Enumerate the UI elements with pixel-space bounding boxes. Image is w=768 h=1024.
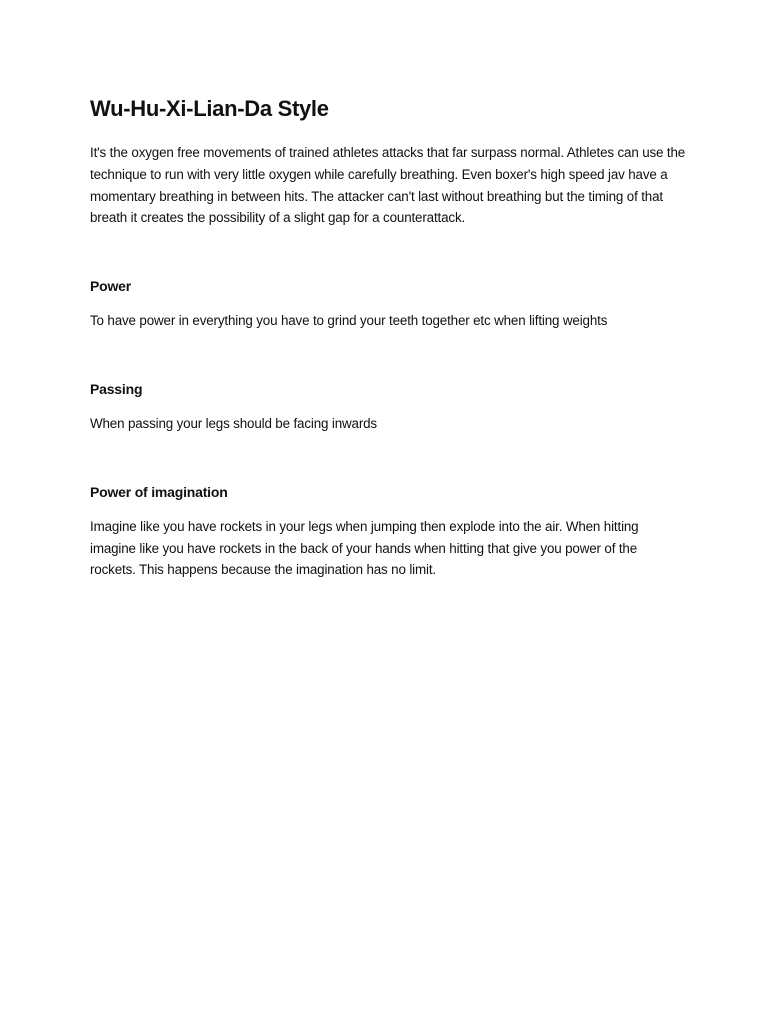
section-heading-passing: Passing — [90, 380, 143, 397]
document-content — [90, 93, 686, 581]
section-heading-power: Power — [90, 278, 132, 295]
section-heading-power-of-imagination: Power of imagination — [90, 483, 228, 500]
section-body-passing: When passing your legs should be facing inwards — [90, 415, 377, 431]
section-body-power: To have power in everything you have to grind your teeth together etc when lifting weights — [90, 313, 608, 329]
document-title: Wu-Hu-Xi-Lian-Da Style — [90, 96, 329, 121]
intro-paragraph: It's the oxygen free movements of trained athletes attacks that far surpass normal. Athletes can use the technique to run with very little oxygen while carefully breathing. Even boxer's high speed jav have a momentary breathing in between hits. The attacker can't last without breathing but the timing of that breath it creates the possibility of a slight gap for a counterattack. — [90, 145, 686, 226]
section-body-power-of-imagination: Imagine like you have rockets in your legs when jumping then explode into the air. When hitting imagine like you have rockets in the back of your hands when hitting that give you power of the rockets. This happens because the imagination has no limit. — [90, 518, 639, 578]
